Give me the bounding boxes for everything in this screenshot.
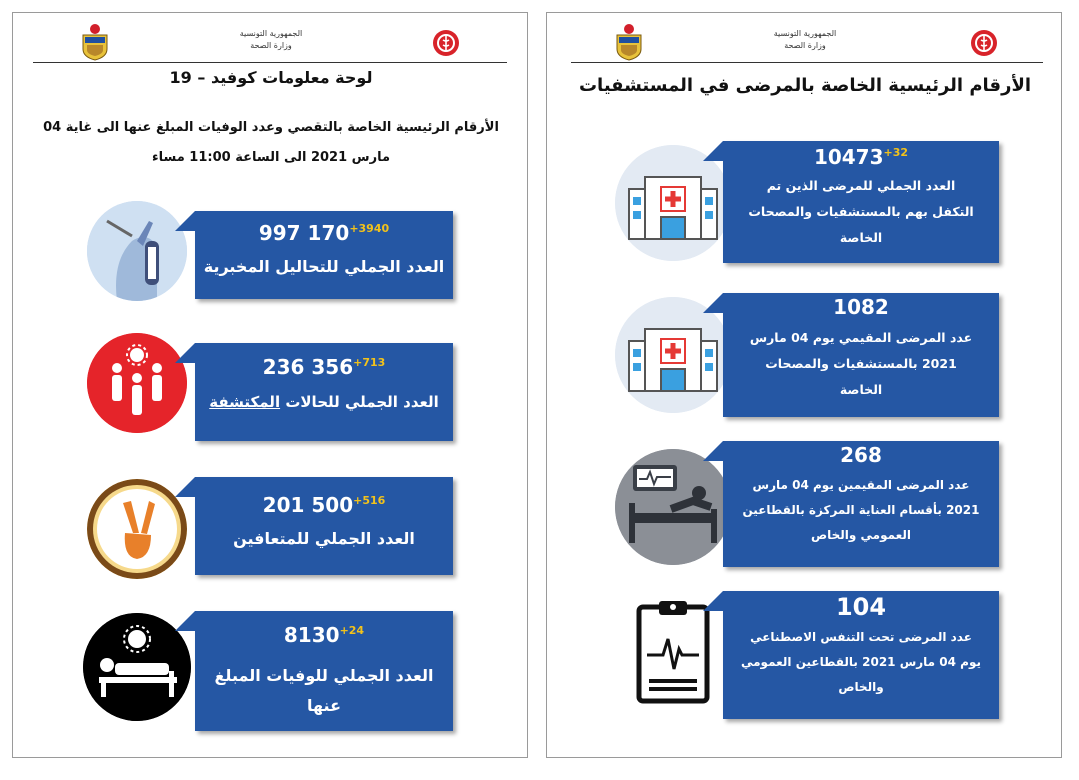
hospital-icon [615,145,731,261]
right-page [546,12,1062,758]
tunisia-coat-of-arms-icon [613,23,645,61]
ventilator-chart-icon [619,599,727,707]
header-line-1: الجمهورية التونسية [239,29,303,38]
stat-label: العدد الجملي للتحاليل المخبرية [203,257,445,276]
stat-value: 236 $356^{+713}$ [262,355,386,379]
header-rule [33,62,507,63]
infected-people-icon [87,333,187,433]
ministry-logo-icon [432,29,460,57]
stat-value: 268 [840,443,882,467]
hospital-icon [615,297,731,413]
stat-card-icu [723,441,999,567]
stat-card-deaths [195,611,453,731]
stat-value: 1082 [833,295,889,319]
stat-label: العدد الجملي للحالات المكتشفة [209,393,439,411]
page-header [547,13,1061,71]
ministry-logo-icon [970,29,998,57]
stat-label: العدد الجملي للمتعافين [233,529,415,548]
stat-delta: +24 [339,624,365,637]
stat-label: العدد الجملي للوفيات المبلغ عنها [214,666,434,715]
stat-card-recovered [195,477,453,575]
page-subtitle [33,113,509,173]
stat-delta: +516 [353,494,386,507]
stat-value: 104 [835,593,887,621]
page-header [13,13,527,71]
header-rule [571,62,1043,63]
stat-label: عدد المرضى تحت التنفس الاصطناعي يوم 04 مارس 2021 بالقطاعين العمومي والخاص [740,630,982,694]
stat-value: 201 $500^{+516}$ [262,493,386,517]
victory-hand-icon [87,479,187,579]
header-line-2: وزارة الصحة [250,41,292,50]
left-page [12,12,528,758]
subtitle-line-1: الأرقام الرئيسية الخاصة بالتقصي وعدد الوفيات المبلغ عنها الى غاية 04 [43,120,499,135]
stat-delta: +3940 [349,222,390,235]
ministry-header-text [191,28,351,52]
stat-label: عدد المرضى المقيمي يوم 04 مارس 2021 بالمستشفيات والمصحات الخاصة [749,330,973,397]
stat-delta: +713 [353,356,386,369]
page-title: لوحة معلومات كوفيد – 19 [169,68,373,87]
ministry-header-text [725,28,885,52]
tunisia-coat-of-arms-icon [79,23,111,61]
page-title: الأرقام الرئيسية الخاصة بالمرضى في المستشفيات [578,75,1032,96]
stat-label: العدد الجملي للمرضى الذين تم التكفل بهم بالمستشفيات والمصحات الخاصة [748,178,974,245]
stat-label: عدد المرضى المقيمين يوم 04 مارس 2021 بأقسام العناية المركزة بالقطاعين العمومي والخاص [742,478,980,542]
header-line-1: الجمهورية التونسية [773,29,837,38]
stat-card-hospital-total [723,141,999,263]
subtitle-line-2: مارس 2021 الى الساعة 11:00 مساء [151,150,391,165]
header-line-2: وزارة الصحة [784,41,826,50]
lab-test-icon [87,201,187,301]
stat-value: $10473^{+32}$ [813,145,909,169]
stat-card-lab-tests [195,211,453,299]
stat-delta: +32 [883,146,909,159]
stat-card-detected-cases [195,343,453,441]
stat-value: 997 $170^{+3940}$ [258,221,390,245]
stat-card-ventilated [723,591,999,719]
icu-bed-icon [615,449,731,565]
stat-card-hospitalized [723,293,999,417]
stat-value: $8130^{+24}$ [283,623,365,647]
